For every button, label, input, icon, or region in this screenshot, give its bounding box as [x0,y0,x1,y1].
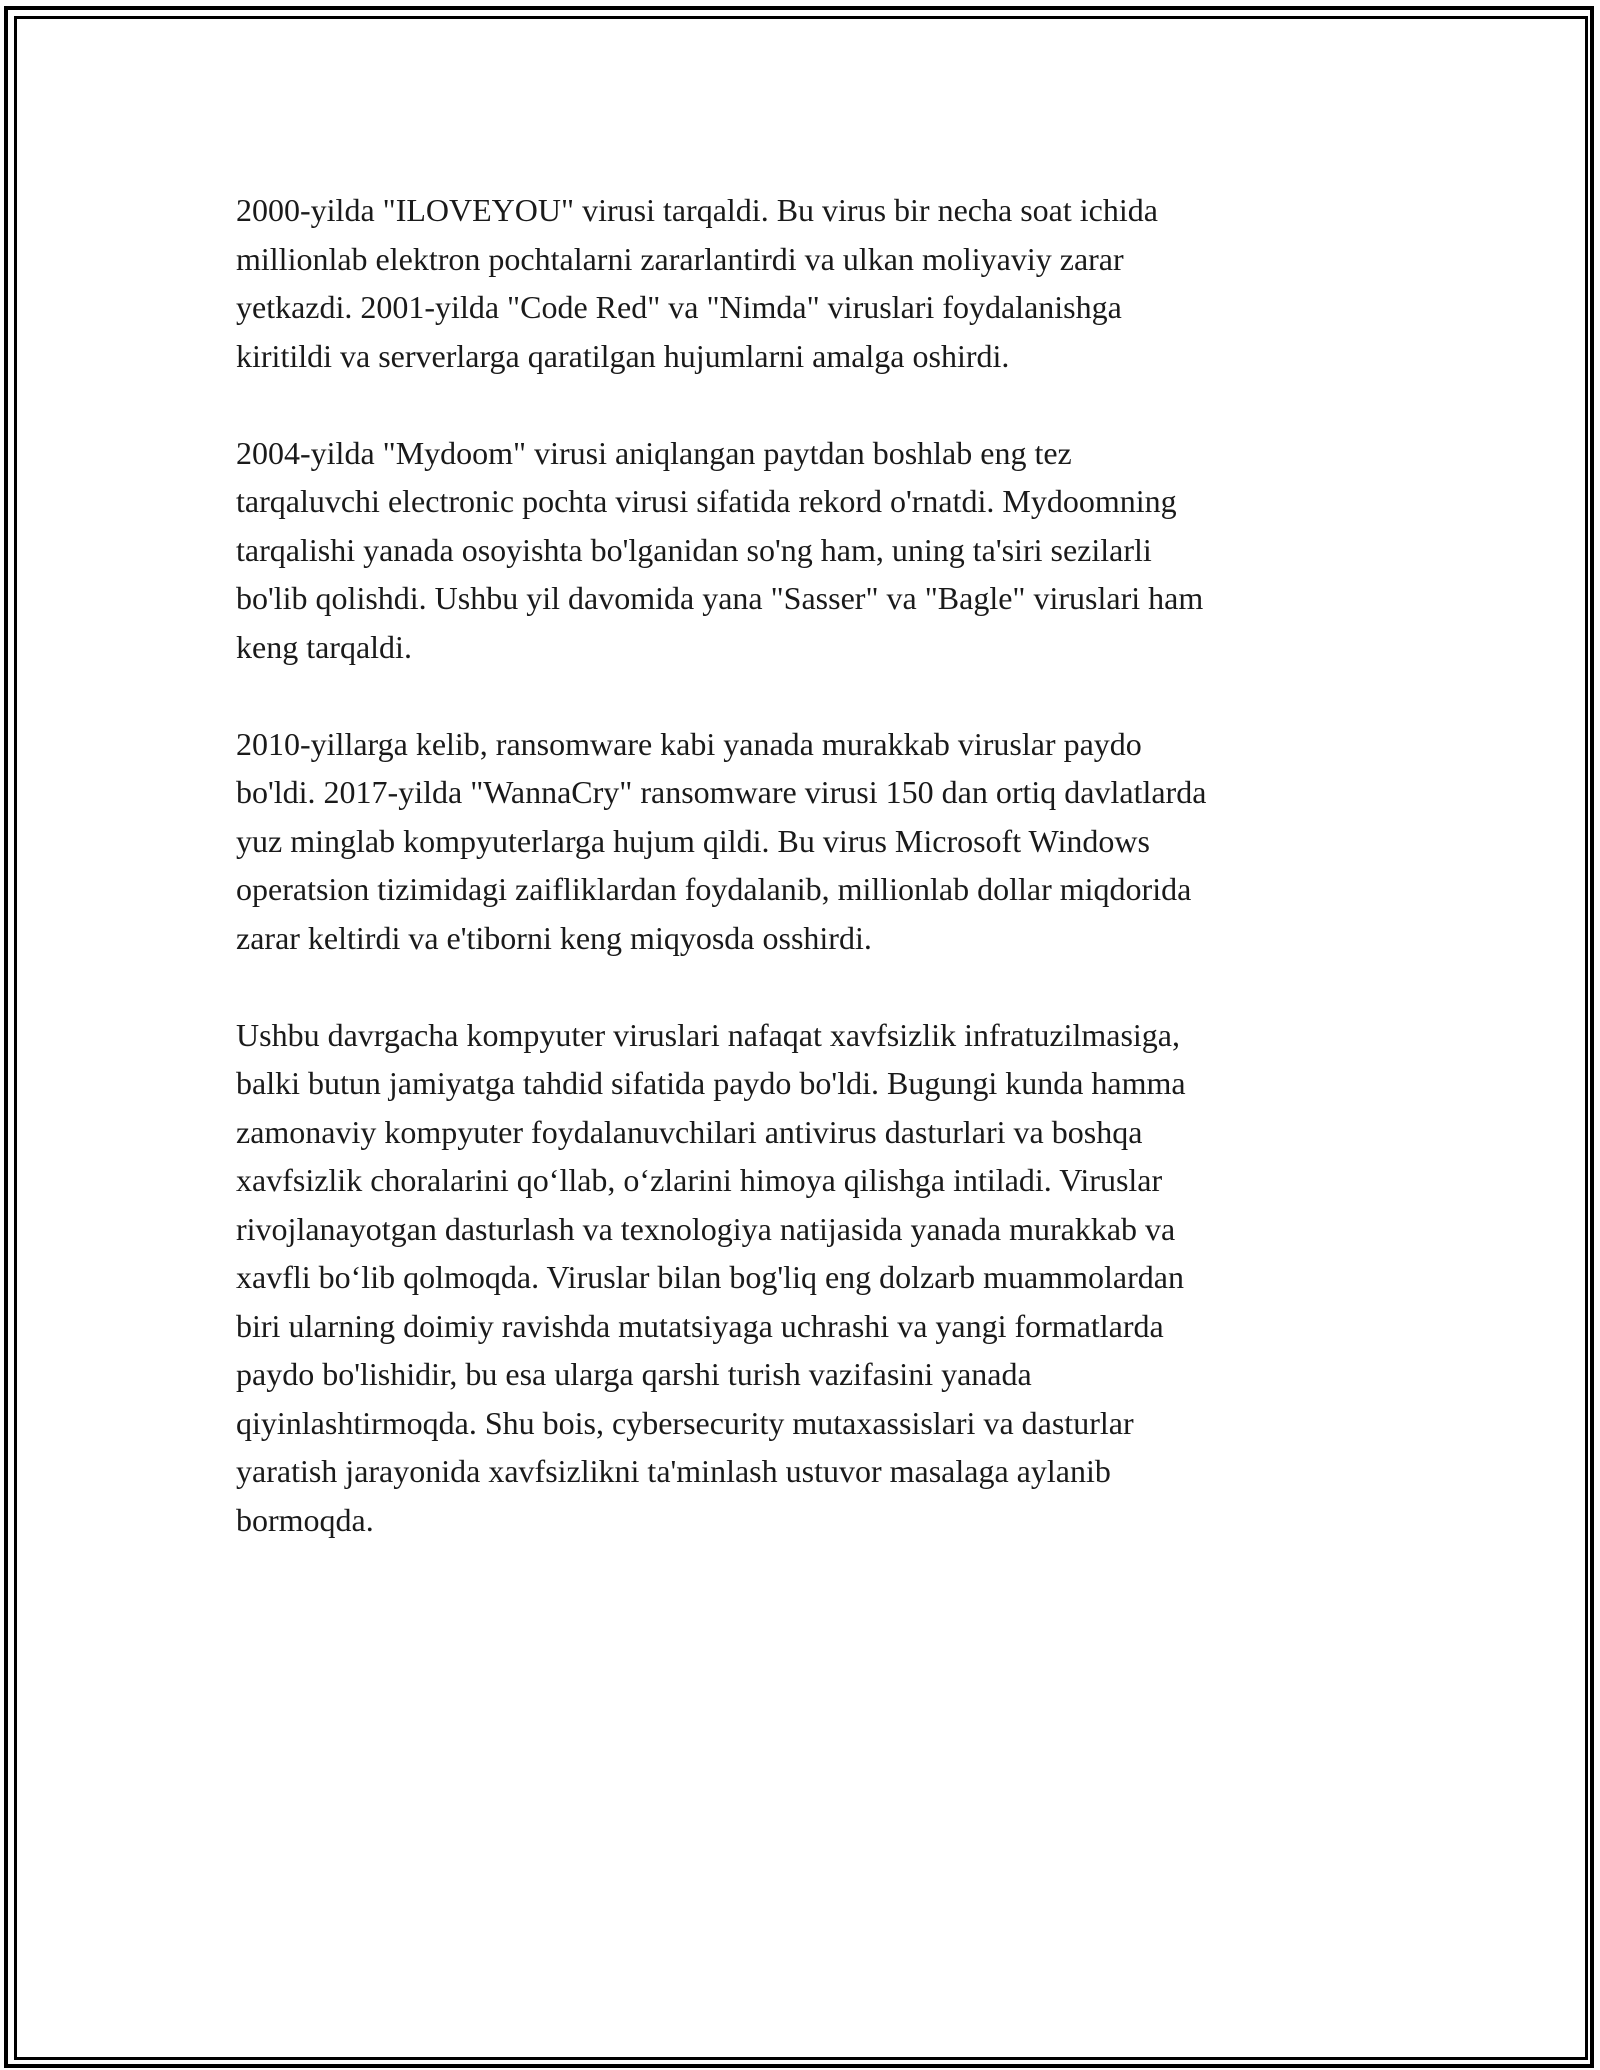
paragraph-2010-ransomware [236,720,1368,963]
paragraph-line: yetkazdi. 2001-yilda "Code Red" va "Nimda" viruslari foydalanishga [236,289,1122,325]
paragraph-line: millionlab elektron pochtalarni zararlantirdi va ulkan moliyaviy zarar [236,240,1124,277]
paragraph-line: tarqalishi yanada osoyishta bo'lganidan so'ng ham, uning ta'siri sezilarli [236,531,1152,568]
paragraph-line: operatsion tizimidagi zaifliklardan foydalanib, millionlab dollar miqdorida [236,871,1192,907]
paragraph-line: yuz minglab kompyuterlarga hujum qildi. Bu virus Microsoft Windows [236,822,1150,859]
paragraph-line: zarar keltirdi va e'tiborni keng miqyosda osshirdi. [236,919,872,956]
paragraph-line: zamonaviy kompyuter foydalanuvchilari antivirus dasturlari va boshqa [236,1113,1143,1150]
paragraph-line: 2004-yilda "Mydoom" virusi aniqlangan paytdan boshlab eng tez [236,434,1072,471]
paragraph-2000-iloveyou [236,186,1368,380]
paragraph-line: rivojlanayotgan dasturlash va texnologiya natijasida yanada murakkab va [236,1210,1176,1247]
paragraph-modern-threats [236,1011,1368,1545]
paragraph-line: xavfli bo‘lib qolmoqda. Viruslar bilan bog'liq eng dolzarb muammolardan [236,1259,1184,1295]
paragraph-line: biri ularning doimiy ravishda mutatsiyaga uchrashi va yangi formatlarda [236,1307,1164,1344]
paragraph-line: xavfsizlik choralarini qo‘llab, o‘zlarini himoya qilishga intiladi. Viruslar [236,1162,1163,1198]
paragraph-line: qiyinlashtirmoqda. Shu bois, cybersecurity mutaxassislari va dasturlar [236,1404,1134,1441]
paragraph-line: yaratish jarayonida xavfsizlikni ta'minlash ustuvor masalaga aylanib [236,1453,1111,1489]
paragraph-line: bo'lib qolishdi. Ushbu yil davomida yana "Sasser" va "Bagle" viruslari ham [236,580,1204,616]
paragraph-line: keng tarqaldi. [236,628,412,665]
paragraph-line: tarqaluvchi electronic pochta virusi sifatida rekord o'rnatdi. Mydoomning [236,483,1177,519]
paragraph-line: bo'ldi. 2017-yilda "WannaCry" ransomware virusi 150 dan ortiq davlatlarda [236,774,1207,810]
paragraph-line: 2000-yilda "ILOVEYOU" virusi tarqaldi. Bu virus bir necha soat ichida [236,192,1158,228]
paragraph-line: bormoqda. [236,1501,374,1538]
paragraph-line: kiritildi va serverlarga qaratilgan hujumlarni amalga oshirdi. [236,337,1010,374]
paragraph-line: paydo bo'lishidir, bu esa ularga qarshi turish vazifasini yanada [236,1356,1032,1392]
paragraph-line: balki butun jamiyatga tahdid sifatida paydo bo'ldi. Bugungi kunda hamma [236,1065,1186,1101]
paragraph-line: Ushbu davrgacha kompyuter viruslari nafaqat xavfsizlik infratuzilmasiga, [236,1016,1180,1053]
paragraph-2004-mydoom [236,429,1368,672]
paragraph-line: 2010-yillarga kelib, ransomware kabi yanada murakkab viruslar paydo [236,725,1142,762]
document-body [236,186,1368,1593]
